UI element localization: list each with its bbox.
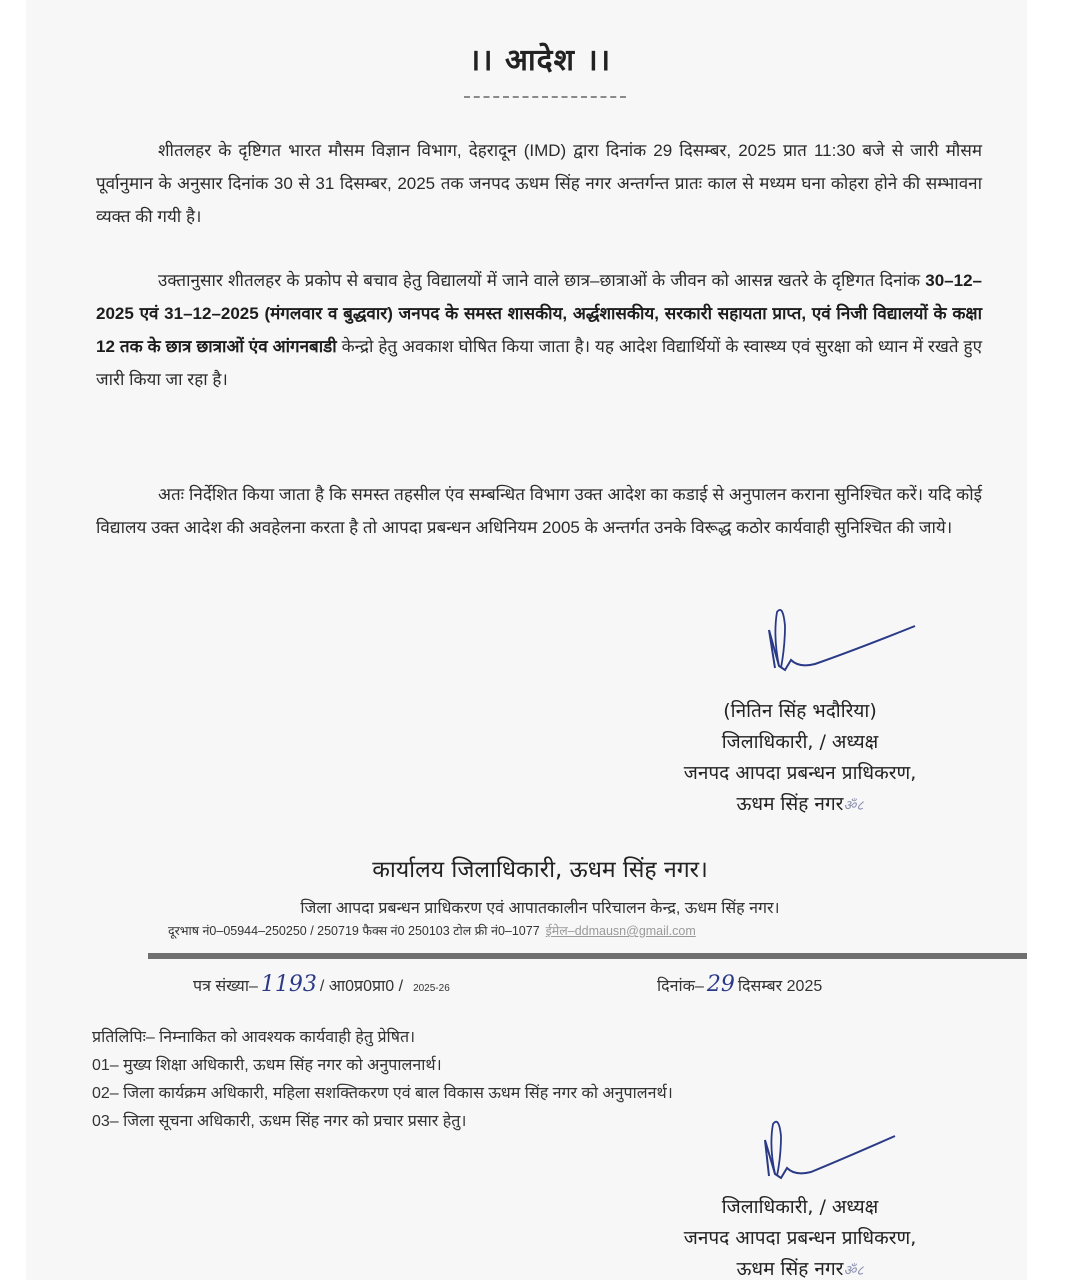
signatory-place-line: [620, 1254, 980, 1287]
copy-to-item: 02– जिला कार्यक्रम अधिकारी, महिला सशक्तिकरण एवं बाल विकास ऊधम सिंह नगर को अनुपालनर्थ।: [92, 1085, 673, 1102]
office-heading: कार्यालय जिलाधिकारी, ऊधम सिंह नगर।: [372, 857, 708, 883]
date-day-handwritten: 29: [706, 972, 735, 997]
signatory-block-2: [620, 1192, 980, 1287]
date-month-year: दिसम्बर 2025: [737, 978, 823, 995]
signatory-designation: जिलाधिकारी, / अध्यक्ष: [721, 731, 879, 753]
contact-numbers: दूरभाष नं0–05944–250250 / 250719 फैक्स नं0 250103 टोल फ्री नं0–1077: [168, 924, 540, 938]
letter-number-label: पत्र संख्या–: [193, 978, 258, 995]
date-label: दिनांक–: [657, 978, 704, 995]
letter-number-line: [193, 972, 450, 997]
paragraph-text: शीतलहर के दृष्टिगत भारत मौसम विज्ञान विभाग, देहरादून (IMD) द्वारा दिनांक 29 दिसम्बर, 2025 प्रात 11:30 बजे से जारी मौसम पूर्वानुमान के अनुसार दिनांक 30 से 31 दिसम्बर, 2025 तक जनपद ऊधम सिंह नगर अन्तर्गन्त प्रातः काल से मध्यम घना कोहरा होने की सम्भावना व्यक्त की गयी है।: [96, 141, 982, 226]
signatory-place: ऊधम सिंह नगर: [736, 1258, 844, 1280]
header-divider: [148, 953, 1027, 959]
copy-to-item: 01– मुख्य शिक्षा अधिकारी, ऊधम सिंह नगर को अनुपालनार्थ।: [92, 1057, 442, 1074]
letter-number-suffix: / आ0प्र0प्रा0 /: [319, 978, 404, 995]
paragraph-text-a: उक्तानुसार शीतलहर के प्रकोप से बचाव हेतु विद्यालयों में जाने वाले छात्र–छात्राओं के जीवन को आसन्न खतरे के दृष्टिगत दिनांक: [158, 271, 926, 290]
copy-to-heading: प्रतिलिपिः– निम्नाकित को आवश्यक कार्यवाही हेतु प्रेषित।: [92, 1029, 416, 1046]
title-underline: [464, 96, 626, 98]
signatory-authority: जनपद आपदा प्रबन्धन प्राधिकरण,: [683, 762, 917, 784]
signatory-authority: जनपद आपदा प्रबन्धन प्राधिकरण,: [683, 1227, 917, 1249]
email-link[interactable]: ईमेल–ddmausn@gmail.com: [545, 924, 696, 938]
paragraph-bold-text: 30–12–2025 एवं 31–12–2025 (मंगलवार व बुद्धवार) जनपद के समस्त शासकीय, अर्द्धशासकीय, सरकारी सहायता प्राप्त, एवं निजी विद्यालयों के कक्षा 12 तक के छात्र छात्राओं एंव आंगनबाडी: [96, 271, 982, 356]
paragraph-weather-forecast: [96, 134, 982, 233]
signature-2: [755, 1118, 925, 1198]
contact-line: [168, 922, 696, 939]
signatory-place-line: [620, 789, 980, 822]
letter-number-handwritten: 1193: [260, 972, 317, 997]
signatory-place: ऊधम सिंह नगर: [736, 793, 844, 815]
paragraph-holiday-order: [96, 264, 982, 396]
signatory-designation: जिलाधिकारी, / अध्यक्ष: [721, 1196, 879, 1218]
signature-1: [755, 606, 925, 696]
letter-year: 2025-26: [413, 983, 450, 994]
copy-to-item: 03– जिला सूचना अधिकारी, ऊधम सिंह नगर को प्रचार प्रसार हेतु।: [92, 1113, 467, 1130]
paragraph-text-b: केन्द्रो हेतु अवकाश घोषित किया जाता है। यह आदेश विद्यार्थियों के स्वास्थ्य एवं सुरक्षा को ध्यान में रखते हुए जारी किया जा रहा है।: [96, 337, 982, 389]
paragraph-text: अतः निर्देशित किया जाता है कि समस्त तहसील एंव सम्बन्धित विभाग उक्त आदेश का कडाई से अनुपालन कराना सुनिश्चित करें। यदि कोई विद्यालय उक्त आदेश की अवहेलना करता है तो आपदा प्रबन्धन अधिनियम 2005 के अन्तर्गत उनके विरूद्ध कठोर कार्यवाही सुनिश्चित की जाये।: [96, 485, 982, 537]
handwritten-mark: ॐ८: [843, 1263, 864, 1279]
handwritten-mark: ॐ८: [843, 798, 864, 814]
signatory-name: (नितिन सिंह भदौरिया): [723, 700, 877, 722]
date-line: [657, 972, 822, 997]
office-subheading: जिला आपदा प्रबन्धन प्राधिकरण एवं आपातकालीन परिचालन केन्द्र, ऊधम सिंह नगर।: [300, 900, 780, 917]
signatory-block-1: [620, 696, 980, 822]
order-title: ।। आदेश ।।: [468, 43, 612, 78]
paragraph-compliance-directive: [96, 478, 982, 544]
